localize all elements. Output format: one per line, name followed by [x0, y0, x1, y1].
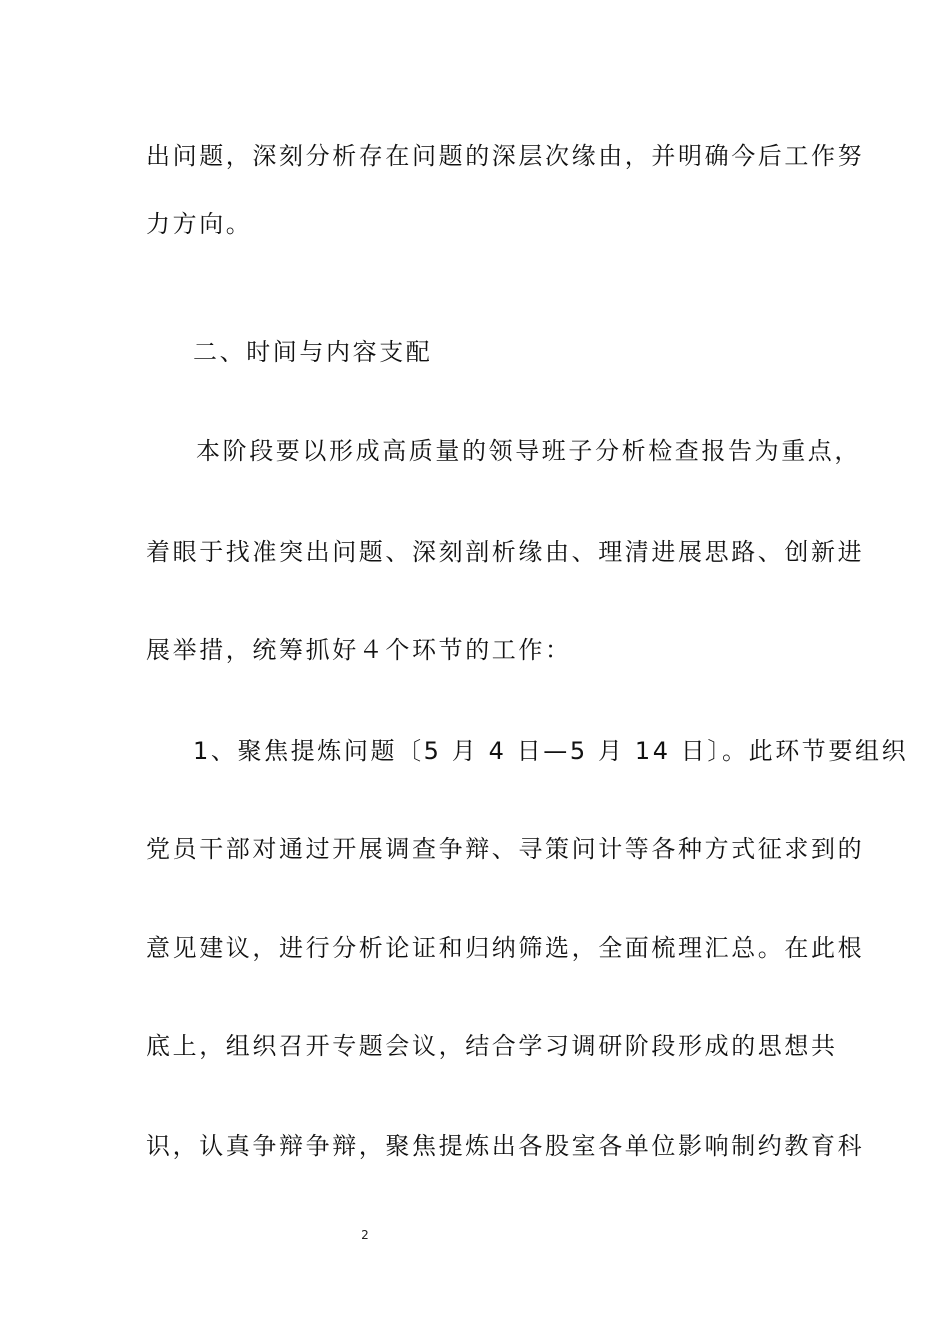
- paragraph-line: 党员干部对通过开展调查争辩、寻策问计等各种方式征求到的: [146, 835, 865, 863]
- paragraph-line: 着眼于找准突出问题、深刻剖析缘由、理清进展思路、创新进: [146, 538, 865, 566]
- paragraph-line: 力方向。: [146, 210, 253, 238]
- numbered-item-line: 1、聚焦提炼问题〔5 月 4 日—5 月 14 日〕。此环节要组织: [193, 737, 909, 765]
- paragraph-line: 识，认真争辩争辩，聚焦提炼出各股室各单位影响制约教育科: [146, 1132, 865, 1160]
- section-heading: 二、时间与内容支配: [193, 338, 433, 366]
- paragraph-line: 本阶段要以形成高质量的领导班子分析检查报告为重点，: [196, 437, 861, 465]
- paragraph-line: 展举措，统筹抓好４个环节的工作：: [146, 636, 572, 664]
- page-number: 2: [361, 1228, 369, 1242]
- paragraph-line: 意见建议，进行分析论证和归纳筛选，全面梳理汇总。在此根: [146, 934, 865, 962]
- paragraph-line: 底上，组织召开专题会议，结合学习调研阶段形成的思想共: [146, 1032, 838, 1060]
- paragraph-line: 出问题，深刻分析存在问题的深层次缘由，并明确今后工作努: [146, 142, 865, 170]
